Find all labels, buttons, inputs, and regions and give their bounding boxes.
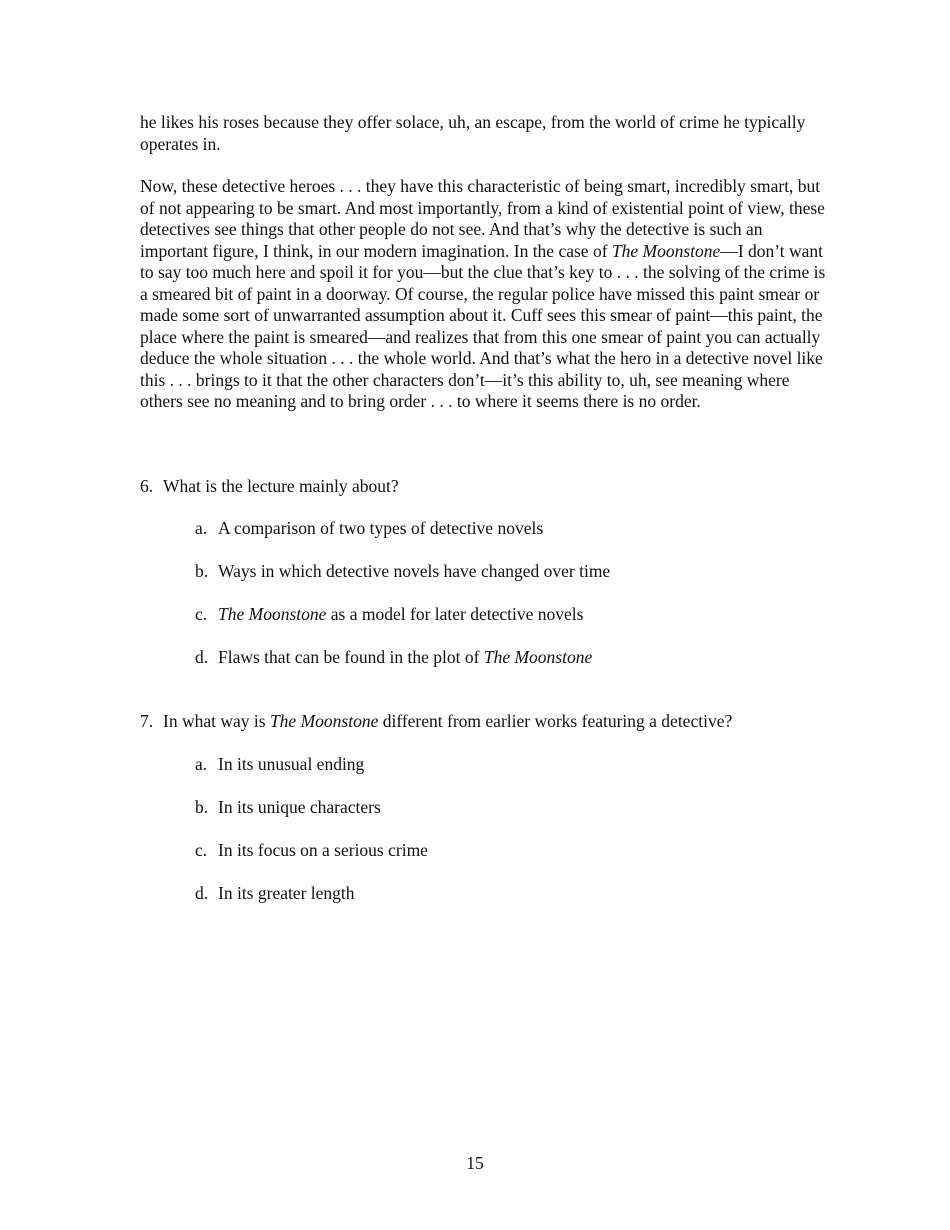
option-text: In its unique characters bbox=[218, 797, 381, 817]
question-6-option-c[interactable] bbox=[195, 604, 835, 626]
question-7-number: 7. bbox=[140, 711, 154, 731]
question-7-options bbox=[195, 754, 835, 926]
question-7-option-d[interactable] bbox=[195, 883, 835, 905]
paragraph-1-text: he likes his roses because they offer solace, uh, an escape, from the world of crime he typically operates in. bbox=[140, 112, 806, 154]
option-letter: c. bbox=[195, 840, 208, 860]
question-6-option-d[interactable] bbox=[195, 647, 835, 669]
option-text: as a model for later detective novels bbox=[326, 604, 584, 624]
page-number: 15 bbox=[466, 1153, 484, 1173]
question-6-option-b[interactable] bbox=[195, 561, 835, 583]
option-text: In its unusual ending bbox=[218, 754, 365, 774]
option-letter: a. bbox=[195, 518, 208, 538]
passage-paragraph-1 bbox=[140, 112, 830, 155]
option-letter: c. bbox=[195, 604, 208, 624]
paragraph-2-text-part-1: Now, these detective heroes . . . they have this characteristic of being smart, incredibly smart, but of not appearing to be smart. And most importantly, from a kind of existential point of view, these detectives see things that other people do not see. And that’s why the detective is such an important figure, I think, in our modern imagination. In the case of bbox=[140, 176, 825, 261]
option-letter: d. bbox=[195, 647, 209, 667]
option-letter: b. bbox=[195, 797, 209, 817]
option-text: In its focus on a serious crime bbox=[218, 840, 428, 860]
question-7-text-before: In what way is bbox=[163, 711, 270, 731]
question-6-text: What is the lecture mainly about? bbox=[163, 476, 399, 496]
option-letter: a. bbox=[195, 754, 208, 774]
option-letter: b. bbox=[195, 561, 209, 581]
question-6 bbox=[140, 476, 840, 498]
question-7-option-b[interactable] bbox=[195, 797, 835, 819]
option-book-title: The Moonstone bbox=[483, 647, 593, 667]
question-6-number: 6. bbox=[140, 476, 154, 496]
question-7-option-a[interactable] bbox=[195, 754, 835, 776]
option-text: In its greater length bbox=[218, 883, 355, 903]
question-6-options bbox=[195, 518, 835, 690]
question-6-option-a[interactable] bbox=[195, 518, 835, 540]
question-7-book-title: The Moonstone bbox=[269, 711, 379, 731]
option-book-title: The Moonstone bbox=[218, 604, 327, 624]
option-letter: d. bbox=[195, 883, 209, 903]
option-text: Flaws that can be found in the plot of bbox=[218, 647, 484, 667]
question-7-option-c[interactable] bbox=[195, 840, 835, 862]
option-text: Ways in which detective novels have changed over time bbox=[218, 561, 611, 581]
passage-paragraph-2 bbox=[140, 176, 830, 413]
option-text: A comparison of two types of detective novels bbox=[218, 518, 544, 538]
question-7 bbox=[140, 711, 840, 733]
paragraph-2-book-title: The Moonstone bbox=[611, 240, 721, 261]
paragraph-2-text-part-2: —I don’t want to say too much here and spoil it for you—but the clue that’s key to . . . the solving of the crime is a smeared bit of paint in a doorway. Of course, the regular police have missed this paint smear or made some sort of unwarranted assumption about it. Cuff sees this smear of paint—this paint, the place where the paint is smeared—and realizes that from this one smear of paint you can actually deduce the whole situation . . . the whole world. And that’s what the hero in a detective novel like this . . . brings to it that the other characters don’t—it’s this ability to, uh, see meaning where others see no meaning and to bring order . . . to where it seems there is no order. bbox=[140, 240, 826, 411]
question-7-text-after: different from earlier works featuring a detective? bbox=[378, 711, 733, 731]
